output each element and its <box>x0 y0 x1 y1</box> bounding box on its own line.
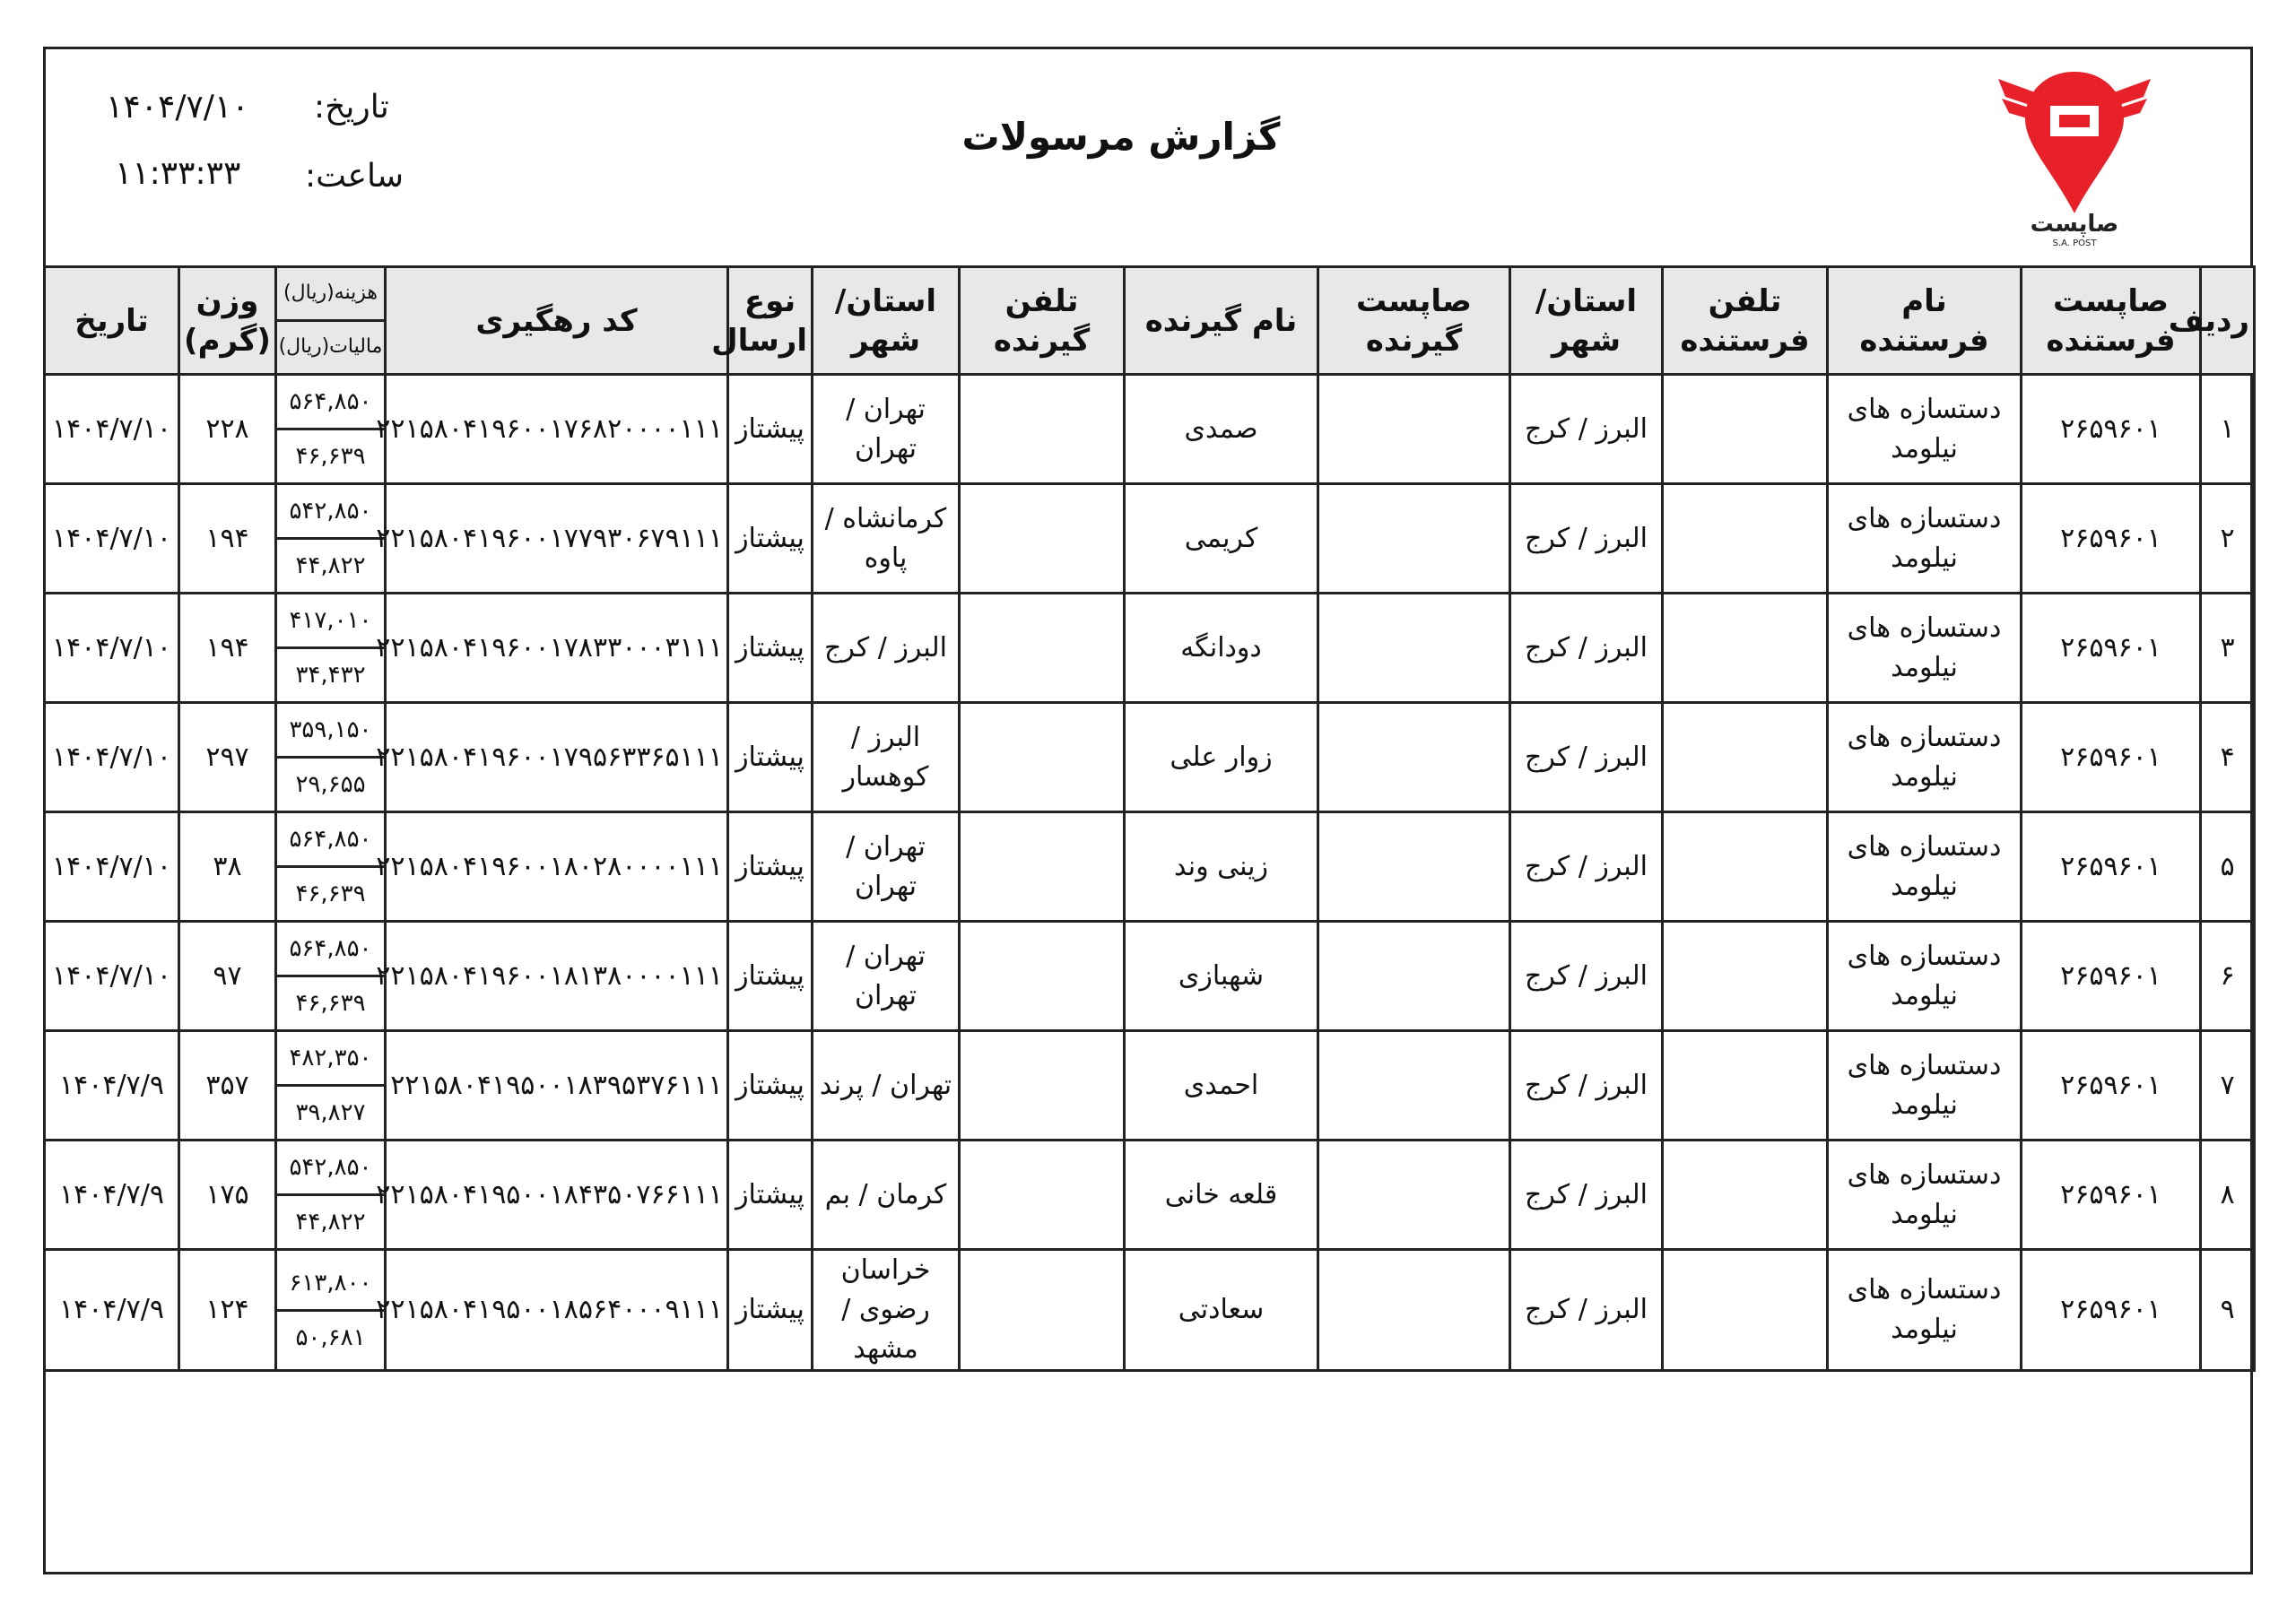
row-number: ۶ <box>2201 922 2255 1031</box>
sender-phone-cell <box>1663 484 1828 594</box>
send-type-cell: پیشتاز <box>728 922 813 1031</box>
tax-value: ۳۹,۸۲۷ <box>295 1099 366 1126</box>
receiver-phone-cell <box>960 375 1125 484</box>
sender-city-cell: البرز / کرج <box>1510 922 1663 1031</box>
cost-tax-cell <box>276 484 386 594</box>
sender-phone-cell <box>1663 1141 1828 1250</box>
cost-tax-cell <box>276 594 386 703</box>
tracking-code-cell: ۲۲۱۵۸۰۴۱۹۶۰۰۱۷۹۵۶۳۳۶۵۱۱۱ <box>386 703 728 812</box>
weight-cell: ۲۹۷ <box>179 703 276 812</box>
sender-name-cell: دستسازه های نیلومد <box>1828 703 2022 812</box>
receiver-name-cell: دودانگه <box>1125 594 1318 703</box>
send-type-cell: پیشتاز <box>728 1250 813 1371</box>
sender-name-cell: دستسازه های نیلومد <box>1828 922 2022 1031</box>
weight-cell: ۲۲۸ <box>179 375 276 484</box>
tracking-code-cell: ۲۲۱۵۸۰۴۱۹۶۰۰۱۷۸۳۳۰۰۰۳۱۱۱ <box>386 594 728 703</box>
weight-cell: ۱۹۴ <box>179 594 276 703</box>
date-value: ۱۴۰۴/۷/۱۰ <box>106 89 249 126</box>
cost-tax-cell <box>276 812 386 922</box>
tracking-code-cell: ۲۲۱۵۸۰۴۱۹۵۰۰۱۸۴۳۵۰۷۶۶۱۱۱ <box>386 1141 728 1250</box>
receiver-name-cell: صمدی <box>1125 375 1318 484</box>
row-number: ۳ <box>2201 594 2255 703</box>
table-row <box>45 594 2255 703</box>
sender-phone-cell <box>1663 812 1828 922</box>
cost-value: ۵۴۲,۸۵۰ <box>277 1141 384 1196</box>
sender-city-cell: البرز / کرج <box>1510 1031 1663 1141</box>
cost-value: ۳۵۹,۱۵۰ <box>277 704 384 759</box>
receiver-phone-cell <box>960 812 1125 922</box>
tracking-code-cell: ۲۲۱۵۸۰۴۱۹۶۰۰۱۸۱۳۸۰۰۰۰۱۱۱ <box>386 922 728 1031</box>
date-cell: ۱۴۰۴/۷/۱۰ <box>45 484 179 594</box>
cost-value: ۵۴۲,۸۵۰ <box>277 485 384 540</box>
table-row <box>45 1250 2255 1371</box>
sender-name-cell: دستسازه های نیلومد <box>1828 812 2022 922</box>
receiver-name-cell: زوار علی <box>1125 703 1318 812</box>
receiver-name-cell: شهبازی <box>1125 922 1318 1031</box>
date-cell: ۱۴۰۴/۷/۱۰ <box>45 375 179 484</box>
logo-wordmark: صاپست <box>2030 211 2119 238</box>
sender-city-cell: البرز / کرج <box>1510 375 1663 484</box>
receiver-phone-cell <box>960 1250 1125 1371</box>
sapost-logo <box>1989 63 2160 251</box>
cost-value: ۵۶۴,۸۵۰ <box>277 813 384 868</box>
send-type-cell: پیشتاز <box>728 594 813 703</box>
cost-tax-cell <box>276 1031 386 1141</box>
tracking-code-cell: ۲۲۱۵۸۰۴۱۹۶۰۰۱۷۷۹۳۰۶۷۹۱۱۱ <box>386 484 728 594</box>
sender-city-cell: البرز / کرج <box>1510 1250 1663 1371</box>
receiver-name-cell: کریمی <box>1125 484 1318 594</box>
sender-city-cell: البرز / کرج <box>1510 594 1663 703</box>
cost-value: ۵۶۴,۸۵۰ <box>277 376 384 430</box>
col-receiver-city: استان/ شهر <box>813 267 960 375</box>
cost-tax-cell <box>276 922 386 1031</box>
weight-cell: ۳۸ <box>179 812 276 922</box>
receiver-phone-cell <box>960 1141 1125 1250</box>
sender-name-cell: دستسازه های نیلومد <box>1828 484 2022 594</box>
weight-cell: ۹۷ <box>179 922 276 1031</box>
sender-sapost-cell: ۲۶۵۹۶۰۱ <box>2022 1141 2201 1250</box>
col-cost-tax <box>276 267 386 375</box>
receiver-city-cell: البرز / کوهسار <box>813 703 960 812</box>
sender-name-cell: دستسازه های نیلومد <box>1828 594 2022 703</box>
sender-city-cell: البرز / کرج <box>1510 812 1663 922</box>
table-row <box>45 922 2255 1031</box>
receiver-sapost-cell <box>1318 812 1510 922</box>
send-type-cell: پیشتاز <box>728 1031 813 1141</box>
tracking-code-cell: ۲۲۱۵۸۰۴۱۹۵۰۰۱۸۵۶۴۰۰۰۹۱۱۱ <box>386 1250 728 1371</box>
report-title: گزارش مرسولات <box>961 115 1281 159</box>
date-cell: ۱۴۰۴/۷/۹ <box>45 1250 179 1371</box>
col-sender-name: نام فرستنده <box>1828 267 2022 375</box>
col-receiver-sapost: صاپست گیرنده <box>1318 267 1510 375</box>
time-value: ۱۱:۳۳:۳۳ <box>115 155 241 192</box>
sender-sapost-cell: ۲۶۵۹۶۰۱ <box>2022 1250 2201 1371</box>
tax-value: ۴۶,۶۳۹ <box>295 880 366 907</box>
sender-sapost-cell: ۲۶۵۹۶۰۱ <box>2022 812 2201 922</box>
sender-phone-cell <box>1663 922 1828 1031</box>
date-cell: ۱۴۰۴/۷/۱۰ <box>45 812 179 922</box>
weight-cell: ۱۲۴ <box>179 1250 276 1371</box>
receiver-city-cell: کرمانشاه / پاوه <box>813 484 960 594</box>
date-cell: ۱۴۰۴/۷/۱۰ <box>45 703 179 812</box>
sender-sapost-cell: ۲۶۵۹۶۰۱ <box>2022 1031 2201 1141</box>
tax-value: ۴۴,۸۲۲ <box>295 1209 366 1236</box>
receiver-phone-cell <box>960 1031 1125 1141</box>
sender-name-cell: دستسازه های نیلومد <box>1828 1250 2022 1371</box>
receiver-city-cell: خراسان رضوی / مشهد <box>813 1250 960 1371</box>
tax-value: ۳۴,۴۳۲ <box>295 662 366 689</box>
cost-value: ۴۱۷,۰۱۰ <box>277 594 384 649</box>
date-label: تاریخ: <box>314 89 389 126</box>
col-send-type: نوع ارسال <box>728 267 813 375</box>
receiver-sapost-cell <box>1318 594 1510 703</box>
receiver-phone-cell <box>960 484 1125 594</box>
send-type-cell: پیشتاز <box>728 812 813 922</box>
date-cell: ۱۴۰۴/۷/۱۰ <box>45 594 179 703</box>
col-receiver-phone: تلفن گیرنده <box>960 267 1125 375</box>
sender-city-cell: البرز / کرج <box>1510 703 1663 812</box>
col-sender-phone: تلفن فرستنده <box>1663 267 1828 375</box>
shipments-table <box>43 265 2256 1372</box>
receiver-sapost-cell <box>1318 1031 1510 1141</box>
cost-tax-cell <box>276 375 386 484</box>
table-row <box>45 1141 2255 1250</box>
receiver-phone-cell <box>960 922 1125 1031</box>
receiver-phone-cell <box>960 703 1125 812</box>
col-receiver-name: نام گیرنده <box>1125 267 1318 375</box>
sender-city-cell: البرز / کرج <box>1510 1141 1663 1250</box>
sender-city-cell: البرز / کرج <box>1510 484 1663 594</box>
cost-tax-cell <box>276 1141 386 1250</box>
receiver-sapost-cell <box>1318 375 1510 484</box>
sender-phone-cell <box>1663 1250 1828 1371</box>
col-sender-city: استان/ شهر <box>1510 267 1663 375</box>
cost-tax-cell <box>276 703 386 812</box>
receiver-phone-cell <box>960 594 1125 703</box>
tax-value: ۴۶,۶۳۹ <box>295 443 366 470</box>
row-number: ۲ <box>2201 484 2255 594</box>
sender-phone-cell <box>1663 594 1828 703</box>
sender-phone-cell <box>1663 703 1828 812</box>
sender-phone-cell <box>1663 375 1828 484</box>
receiver-city-cell: تهران / تهران <box>813 922 960 1031</box>
time-label: ساعت: <box>305 158 404 195</box>
tax-value: ۵۰,۶۸۱ <box>295 1323 366 1351</box>
cost-value: ۴۸۲,۳۵۰ <box>277 1032 384 1087</box>
receiver-name-cell: زینی وند <box>1125 812 1318 922</box>
row-number: ۹ <box>2201 1250 2255 1371</box>
sender-sapost-cell: ۲۶۵۹۶۰۱ <box>2022 922 2201 1031</box>
row-number: ۱ <box>2201 375 2255 484</box>
tracking-code-cell: ۲۲۱۵۸۰۴۱۹۵۰۰۱۸۳۹۵۳۷۶۱۱۱ <box>386 1031 728 1141</box>
send-type-cell: پیشتاز <box>728 703 813 812</box>
table-row <box>45 484 2255 594</box>
sender-phone-cell <box>1663 1031 1828 1141</box>
receiver-city-cell: کرمان / بم <box>813 1141 960 1250</box>
receiver-name-cell: قلعه خانی <box>1125 1141 1318 1250</box>
receiver-name-cell: سعادتی <box>1125 1250 1318 1371</box>
date-cell: ۱۴۰۴/۷/۹ <box>45 1031 179 1141</box>
col-tracking-code: کد رهگیری <box>386 267 728 375</box>
tracking-code-cell: ۲۲۱۵۸۰۴۱۹۶۰۰۱۸۰۲۸۰۰۰۰۱۱۱ <box>386 812 728 922</box>
row-number: ۸ <box>2201 1141 2255 1250</box>
send-type-cell: پیشتاز <box>728 375 813 484</box>
receiver-sapost-cell <box>1318 922 1510 1031</box>
row-number: ۴ <box>2201 703 2255 812</box>
weight-cell: ۱۹۴ <box>179 484 276 594</box>
receiver-sapost-cell <box>1318 1141 1510 1250</box>
weight-cell: ۱۷۵ <box>179 1141 276 1250</box>
date-cell: ۱۴۰۴/۷/۱۰ <box>45 922 179 1031</box>
date-cell: ۱۴۰۴/۷/۹ <box>45 1141 179 1250</box>
receiver-sapost-cell <box>1318 703 1510 812</box>
col-weight: وزن (گرم) <box>179 267 276 375</box>
weight-cell: ۳۵۷ <box>179 1031 276 1141</box>
tracking-code-cell: ۲۲۱۵۸۰۴۱۹۶۰۰۱۷۶۸۲۰۰۰۰۱۱۱ <box>386 375 728 484</box>
row-number: ۷ <box>2201 1031 2255 1141</box>
tax-value: ۴۴,۸۲۲ <box>295 552 366 579</box>
receiver-city-cell: البرز / کرج <box>813 594 960 703</box>
sender-name-cell: دستسازه های نیلومد <box>1828 1031 2022 1141</box>
col-sender-sapost: صاپست فرستنده <box>2022 267 2201 375</box>
col-cost: هزینه(ریال) <box>277 268 384 322</box>
cost-tax-cell <box>276 1250 386 1371</box>
row-number: ۵ <box>2201 812 2255 922</box>
tax-value: ۴۶,۶۳۹ <box>295 990 366 1017</box>
cost-value: ۶۱۳,۸۰۰ <box>277 1257 384 1312</box>
sender-name-cell: دستسازه های نیلومد <box>1828 375 2022 484</box>
table-header-row <box>45 267 2255 375</box>
sender-sapost-cell: ۲۶۵۹۶۰۱ <box>2022 703 2201 812</box>
receiver-sapost-cell <box>1318 1250 1510 1371</box>
receiver-city-cell: تهران / تهران <box>813 812 960 922</box>
sender-name-cell: دستسازه های نیلومد <box>1828 1141 2022 1250</box>
col-tax: مالیات(ریال) <box>278 335 383 358</box>
sender-sapost-cell: ۲۶۵۹۶۰۱ <box>2022 484 2201 594</box>
receiver-sapost-cell <box>1318 484 1510 594</box>
table-row <box>45 375 2255 484</box>
sender-sapost-cell: ۲۶۵۹۶۰۱ <box>2022 375 2201 484</box>
send-type-cell: پیشتاز <box>728 1141 813 1250</box>
table-row <box>45 812 2255 922</box>
tax-value: ۲۹,۶۵۵ <box>295 771 366 798</box>
table-row <box>45 1031 2255 1141</box>
col-row-no: ردیف <box>2201 267 2255 375</box>
col-date: تاریخ <box>45 267 179 375</box>
send-type-cell: پیشتاز <box>728 484 813 594</box>
receiver-name-cell: احمدی <box>1125 1031 1318 1141</box>
cost-value: ۵۶۴,۸۵۰ <box>277 923 384 977</box>
table-row <box>45 703 2255 812</box>
receiver-city-cell: تهران / پرند <box>813 1031 960 1141</box>
sender-sapost-cell: ۲۶۵۹۶۰۱ <box>2022 594 2201 703</box>
receiver-city-cell: تهران / تهران <box>813 375 960 484</box>
logo-subtext: S.A. POST <box>2052 239 2097 248</box>
